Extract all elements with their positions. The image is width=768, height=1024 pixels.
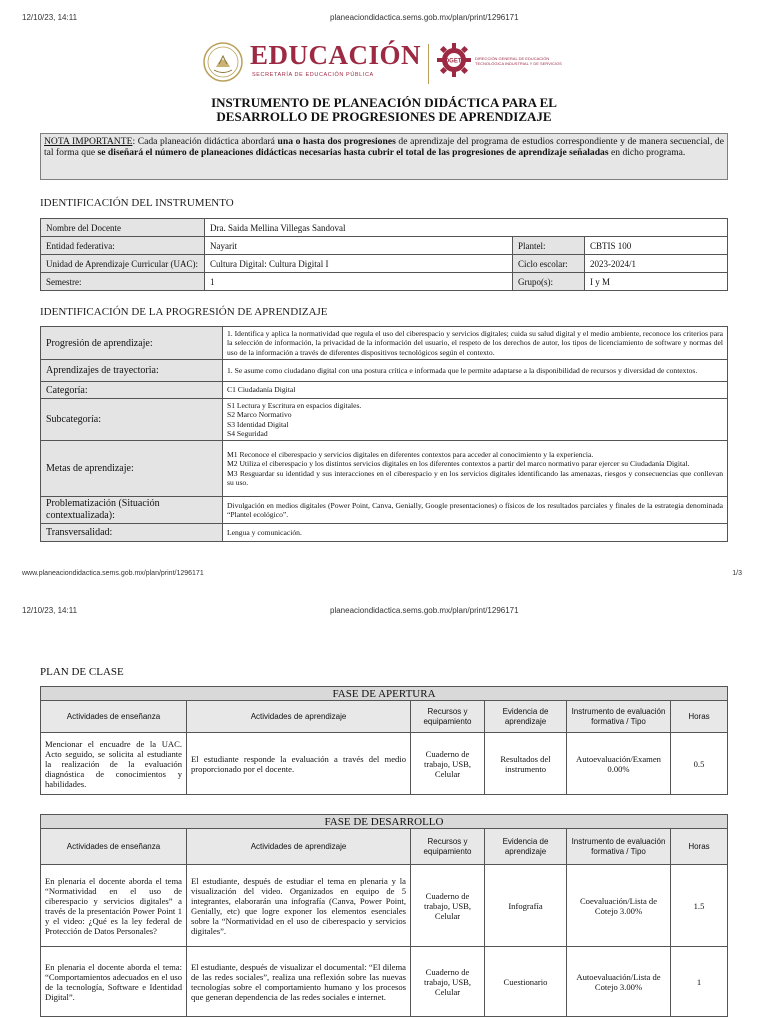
instrumento-cell: Autoevaluación/Examen 0.00%	[567, 733, 671, 795]
table-row	[41, 733, 728, 795]
table-row	[41, 524, 728, 542]
evidencia-cell: Cuestionario	[485, 947, 567, 1017]
col-instrumento: Instrumento de evaluación formativa / Tipo	[567, 829, 671, 865]
horas-cell: 0.5	[671, 733, 728, 795]
ensenanza-cell: Mencionar el encuadre de la UAC. Acto seguido, se solicita al estudiante la realización de la evaluación diagnóstica de conocimientos y habilidades.	[41, 733, 187, 795]
table-row	[41, 360, 728, 382]
problematizacion-value: Divulgación en medios digitales (Power Point, Canva, Genially, Google presentaciones) o físicos de los resultados parciales y finales de la estrategia denominada “Plantel ecológico”.	[223, 497, 728, 524]
dgeti-gear-icon	[436, 42, 472, 78]
table-row	[41, 382, 728, 399]
plantel-value: CBTIS 100	[585, 237, 728, 255]
header-logos	[200, 38, 570, 90]
semestre-label: Semestre:	[41, 273, 205, 291]
brand-subtitle: SECRETARÍA DE EDUCACIÓN PÚBLICA	[252, 72, 374, 78]
horas-cell: 1.5	[671, 865, 728, 947]
print-page-number: 1/3	[732, 570, 742, 577]
col-instrumento: Instrumento de evaluación formativa / Tipo	[567, 701, 671, 733]
recursos-cell: Cuaderno de trabajo, USB, Celular	[411, 733, 485, 795]
col-aprendizaje: Actividades de aprendizaje	[187, 829, 411, 865]
aprendizaje-cell: El estudiante, después de estudiar el tema en plenaria y la visualización del video. Organizados en equipo de 5 integrantes, elaborarán una infografía (Canva, Power Point, Genially, etc) que logre exponer los elementos esenciales sobre la “Normatividad en el uso de ciberespacio y servicios digitales”.	[187, 865, 411, 947]
transversalidad-label: Transversalidad:	[41, 524, 223, 542]
table-row	[41, 327, 728, 360]
progression-heading: IDENTIFICACIÓN DE LA PROGRESIÓN DE APRENDIZAJE	[40, 306, 328, 318]
subcategoria-label: Subcategoría:	[41, 399, 223, 441]
table-row	[41, 497, 728, 524]
evidencia-cell: Resultados del instrumento	[485, 733, 567, 795]
transversalidad-value: Lengua y comunicación.	[223, 524, 728, 542]
apertura-table	[40, 686, 728, 795]
instrumento-cell: Coevaluación/Lista de Cotejo 3.00%	[567, 865, 671, 947]
recursos-cell: Cuaderno de trabajo, USB, Celular	[411, 947, 485, 1017]
semestre-value: 1	[205, 273, 513, 291]
col-aprendizaje: Actividades de aprendizaje	[187, 701, 411, 733]
print-header-page-2	[0, 606, 768, 620]
table-row	[41, 947, 728, 1017]
desarrollo-table	[40, 814, 728, 1017]
col-recursos: Recursos y equipamiento	[411, 829, 485, 865]
table-row	[41, 441, 728, 497]
uac-label: Unidad de Aprendizaje Curricular (UAC):	[41, 255, 205, 273]
col-ensenanza: Actividades de enseñanza	[41, 829, 187, 865]
col-horas: Horas	[671, 701, 728, 733]
uac-value: Cultura Digital: Cultura Digital I	[205, 255, 513, 273]
print-url: planeaciondidactica.sems.gob.mx/plan/print/1296171	[330, 606, 519, 615]
print-header	[0, 13, 768, 27]
plantel-label: Plantel:	[513, 237, 585, 255]
desarrollo-title: FASE DE DESARROLLO	[41, 815, 728, 829]
print-footer-url: www.planeaciondidactica.sems.gob.mx/plan/print/1296171	[22, 570, 204, 577]
mexico-seal-icon	[202, 40, 244, 84]
col-recursos: Recursos y equipamiento	[411, 701, 485, 733]
plan-heading: PLAN DE CLASE	[40, 666, 124, 678]
progression-table	[40, 326, 728, 542]
table-header-row	[41, 701, 728, 733]
col-evidencia: Evidencia de aprendizaje	[485, 701, 567, 733]
docente-label: Nombre del Docente	[41, 219, 205, 237]
horas-cell: 1	[671, 947, 728, 1017]
grupo-value: I y M	[585, 273, 728, 291]
ciclo-value: 2023-2024/1	[585, 255, 728, 273]
grupo-label: Grupo(s):	[513, 273, 585, 291]
table-row	[41, 255, 728, 273]
table-row	[41, 273, 728, 291]
categoria-value: C1 Ciudadanía Digital	[223, 382, 728, 399]
title-line-2: DESARROLLO DE PROGRESIONES DE APRENDIZAJE	[216, 109, 552, 124]
important-note: NOTA IMPORTANTE: Cada planeación didáctica abordará una o hasta dos progresiones de aprendizaje del programa de estudios correspondiente y de manera secuencial, de tal forma que se diseñará el número de planeaciones didácticas necesarias hasta cubrir el total de las progresiones de aprendizaje señaladas en dicho programa.	[40, 133, 728, 180]
docente-value: Dra. Saida Mellina Villegas Sandoval	[205, 219, 728, 237]
entidad-label: Entidad federativa:	[41, 237, 205, 255]
ciclo-label: Ciclo escolar:	[513, 255, 585, 273]
print-datetime: 12/10/23, 14:11	[22, 13, 78, 22]
metas-value: M1 Reconoce el ciberespacio y servicios digitales en diferentes contextos para acceder al conocimiento y la experiencia. M2 Utiliza el ciberespacio y los distintos servicios digitales en los diferentes contextos a partir del marco normativo parar ejercer su Ciudadanía Digital. M3 Resguardar su identidad y sus interacciones en el ciberespacio y en los servicios digitales identificando las amenazas, riesgos y consecuencias que conllevan su uso.	[223, 441, 728, 497]
identification-table	[40, 218, 728, 291]
table-row	[41, 219, 728, 237]
table-row	[41, 865, 728, 947]
dg-text: DIRECCIÓN GENERAL DE EDUCACIÓN TECNOLÓGICA INDUSTRIAL Y DE SERVICIOS	[475, 56, 562, 66]
trayectoria-value: 1. Se asume como ciudadano digital con una postura crítica e informada que le permite adaptarse a la disponibilidad de recursos y diversidad de contextos.	[223, 360, 728, 382]
col-evidencia: Evidencia de aprendizaje	[485, 829, 567, 865]
title-line-1: INSTRUMENTO DE PLANEACIÓN DIDÁCTICA PARA EL	[211, 95, 557, 110]
table-row	[41, 399, 728, 441]
ensenanza-cell: En plenaria el docente aborda el tema: “Comportamientos adecuados en el uso de la tecnología, Software e Identidad Digital”.	[41, 947, 187, 1017]
apertura-title: FASE DE APERTURA	[41, 687, 728, 701]
brand-title: EDUCACIÓN	[250, 40, 422, 70]
gear-label: DGETI	[444, 58, 464, 65]
progression-value: 1. Identifica y aplica la normatividad que regula el uso del ciberespacio y servicios digitales; cuida su salud digital y el medio ambiente, reconoce los criterios para la selección de información, la privacidad de la información del usuario, el respeto de los derechos de autor, los tipos de licenciamiento de software y normas del uso de la información a través de diferentes dispositivos tecnológicos según el contexto.	[223, 327, 728, 360]
evidencia-cell: Infografía	[485, 865, 567, 947]
progression-label: Progresión de aprendizaje:	[41, 327, 223, 360]
table-row	[41, 237, 728, 255]
print-datetime: 12/10/23, 14:11	[22, 606, 78, 615]
recursos-cell: Cuaderno de trabajo, USB, Celular	[411, 865, 485, 947]
aprendizaje-cell: El estudiante, después de visualizar el documental: “El dilema de las redes sociales”, realiza una reflexión sobre las nuevas tecnologías sobre el comportamiento humano y los procesos que generan dependencia de las redes sociales e internet.	[187, 947, 411, 1017]
entidad-value: Nayarit	[205, 237, 513, 255]
instrumento-cell: Autoevaluación/Lista de Cotejo 3.00%	[567, 947, 671, 1017]
print-url: planeaciondidactica.sems.gob.mx/plan/print/1296171	[330, 13, 519, 22]
subcategoria-value: S1 Lectura y Escritura en espacios digitales. S2 Marco Normativo S3 Identidad Digital S4 Seguridad	[223, 399, 728, 441]
identification-heading: IDENTIFICACIÓN DEL INSTRUMENTO	[40, 197, 234, 209]
document-title	[0, 96, 768, 124]
problematizacion-label: Problematización (Situación contextualizada):	[41, 497, 223, 524]
col-horas: Horas	[671, 829, 728, 865]
logo-divider	[428, 44, 429, 84]
metas-label: Metas de aprendizaje:	[41, 441, 223, 497]
trayectoria-label: Aprendizajes de trayectoria:	[41, 360, 223, 382]
note-label: NOTA IMPORTANTE	[44, 136, 133, 147]
col-ensenanza: Actividades de enseñanza	[41, 701, 187, 733]
ensenanza-cell: En plenaria el docente aborda el tema “Normatividad en el uso de ciberespacio y servicios digitales” a través de la presentación Power Point 1 y el video: ¿Qué es la ley federal de Protección de Datos Personales?	[41, 865, 187, 947]
categoria-label: Categoría:	[41, 382, 223, 399]
aprendizaje-cell: El estudiante responde la evaluación a través del medio proporcionado por el docente.	[187, 733, 411, 795]
table-header-row	[41, 829, 728, 865]
